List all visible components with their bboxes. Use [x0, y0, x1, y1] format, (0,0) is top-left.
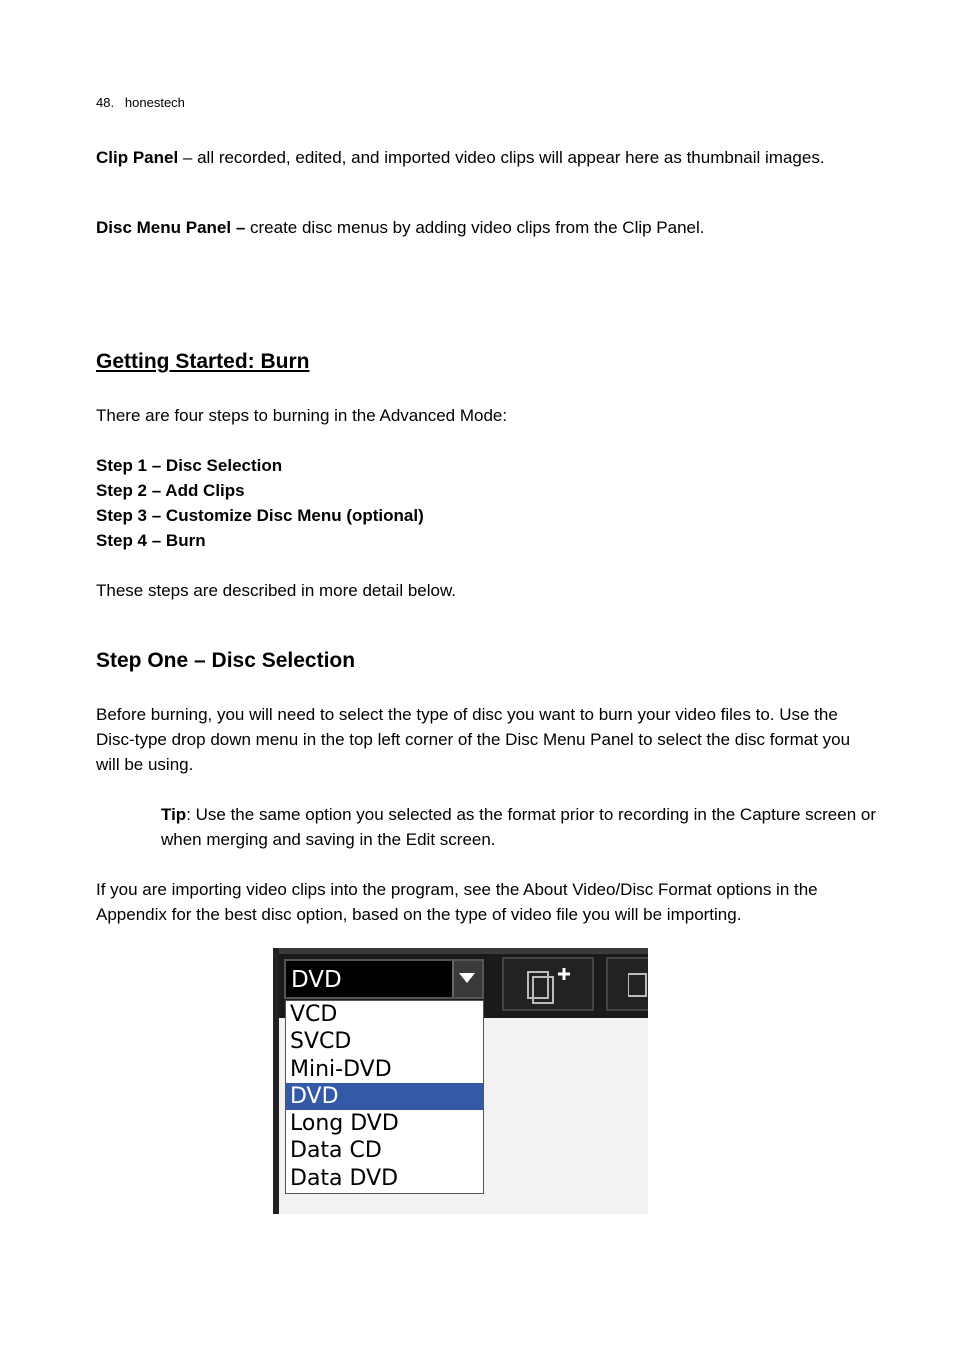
page-number: 48. [96, 95, 115, 110]
option-data-cd[interactable]: Data CD [290, 1138, 382, 1164]
chevron-down-icon [459, 973, 475, 983]
clip-button[interactable] [606, 957, 648, 1011]
disc-type-screenshot [273, 948, 648, 1214]
option-vcd[interactable]: VCD [290, 1002, 338, 1027]
option-data-dvd[interactable]: Data DVD [290, 1165, 399, 1191]
subsection-title: Step One – Disc Selection [96, 649, 356, 672]
dropdown-toggle[interactable] [452, 961, 482, 997]
step-item: Step 1 – Disc Selection [96, 456, 283, 475]
clip-panel-text: – all recorded, edited, and imported video clips will appear here as thumbnail images. [178, 148, 825, 167]
disc-menu-panel-text: create disc menus by adding video clips from the Clip Panel. [245, 218, 705, 237]
disc-type-value: DVD [291, 967, 342, 993]
before-burning-paragraph: Before burning, you will need to select the type of disc you want to burn your video files to. Use the Disc-type drop down menu in the top left corner of the Disc Menu Panel to select the disc format you will be using. [96, 705, 851, 774]
disc-type-dropdown [285, 1000, 484, 1194]
clip-icon [628, 966, 648, 1004]
page-header [96, 95, 185, 110]
intro-text: There are four steps to burning in the Advanced Mode: [96, 406, 508, 425]
tip-text: : Use the same option you selected as the format prior to recording in the Capture screen or when merging and saving in the Edit screen. [161, 805, 876, 849]
add-clip-icon [524, 966, 576, 1004]
clip-panel-paragraph [96, 145, 876, 170]
option-dvd[interactable]: DVD [286, 1083, 483, 1110]
step-item: Step 3 – Customize Disc Menu (optional) [96, 506, 424, 525]
importing-paragraph: If you are importing video clips into the program, see the About Video/Disc Format options in the Appendix for the best disc option, based on the type of video file you will be importing. [96, 880, 818, 924]
option-long-dvd[interactable]: Long DVD [290, 1111, 399, 1137]
disc-menu-panel-term: Disc Menu Panel – [96, 218, 246, 237]
option-mini-dvd[interactable]: Mini-DVD [290, 1056, 392, 1082]
steps-note: These steps are described in more detail below. [96, 581, 457, 600]
disc-type-select[interactable] [284, 959, 484, 999]
tip-label: Tip [161, 805, 187, 824]
steps-list [96, 453, 876, 553]
toolbar-edge [273, 948, 648, 954]
tip-paragraph [161, 802, 876, 852]
clip-panel-term: Clip Panel [96, 148, 179, 167]
step-item: Step 2 – Add Clips [96, 481, 245, 500]
section-title: Getting Started: Burn [96, 350, 310, 373]
step-item: Step 4 – Burn [96, 531, 206, 550]
brand-name: honestech [124, 95, 185, 110]
disc-menu-panel-paragraph [96, 215, 876, 240]
add-clip-button[interactable] [502, 957, 594, 1011]
option-svcd[interactable]: SVCD [290, 1029, 352, 1055]
